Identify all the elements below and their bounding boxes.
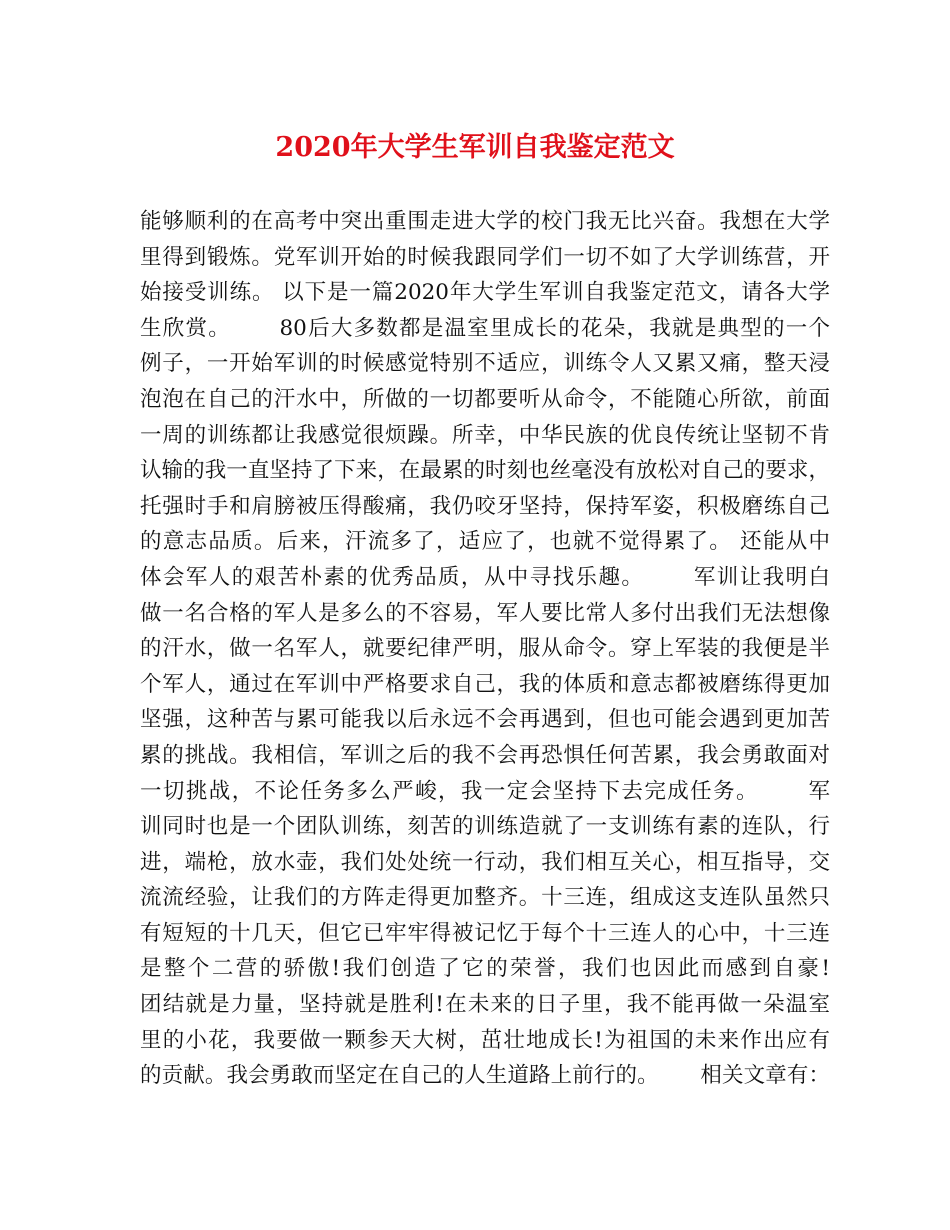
body-line: 有短短的十几天，但它已牢牢得被记忆于每个十三连人的心中，十三连	[140, 920, 830, 946]
body-line: 的贡献。我会勇敢而坚定在自己的人生道路上前行的。 相关文章有：	[140, 1063, 830, 1089]
body-line: 做一名合格的军人是多么的不容易，军人要比常人多付出我们无法想像	[140, 600, 830, 626]
body-line: 托强时手和肩膀被压得酸痛，我仍咬牙坚持，保持军姿，积极磨练自己	[140, 493, 830, 519]
document-title: 2020年大学生军训自我鉴定范文	[275, 132, 675, 163]
body-line: 个军人，通过在军训中严格要求自己，我的体质和意志都被磨练得更加	[140, 671, 830, 697]
body-line: 流流经验，让我们的方阵走得更加整齐。十三连，组成这支连队虽然只	[140, 885, 830, 911]
body-line: 一切挑战，不论任务多么严峻，我一定会坚持下去完成任务。 军	[140, 778, 830, 804]
body-line: 进，端枪，放水壶，我们处处统一行动，我们相互关心，相互指导，交	[140, 849, 830, 875]
body-line: 累的挑战。我相信，军训之后的我不会再恐惧任何苦累，我会勇敢面对	[140, 742, 830, 768]
body-line: 里得到锻炼。党军训开始的时候我跟同学们一切不如了大学训练营，开	[140, 244, 830, 270]
body-line: 坚强，这种苦与累可能我以后永远不会再遇到，但也可能会遇到更加苦	[140, 707, 830, 733]
body-line: 认输的我一直坚持了下来，在最累的时刻也丝毫没有放松对自己的要求，	[140, 458, 830, 484]
body-line: 体会军人的艰苦朴素的优秀品质，从中寻找乐趣。 军训让我明白	[140, 564, 830, 590]
document-body	[140, 204, 830, 1094]
body-line: 始接受训练。 以下是一篇2020年大学生军训自我鉴定范文，请各大学	[140, 280, 830, 306]
body-line: 里的小花，我要做一颗参天大树，茁壮地成长!为祖国的未来作出应有	[140, 1027, 830, 1053]
body-line: 团结就是力量，坚持就是胜利!在未来的日子里，我不能再做一朵温室	[140, 992, 830, 1018]
body-line: 的意志品质。后来，汗流多了，适应了，也就不觉得累了。 还能从中	[140, 529, 830, 555]
body-line: 一周的训练都让我感觉很烦躁。所幸，中华民族的优良传统让坚韧不肯	[140, 422, 830, 448]
body-line: 是整个二营的骄傲!我们创造了它的荣誉，我们也因此而感到自豪!	[140, 956, 830, 982]
body-line: 生欣赏。 80后大多数都是温室里成长的花朵，我就是典型的一个	[140, 315, 830, 341]
body-line: 泡泡在自己的汗水中，所做的一切都要听从命令，不能随心所欲，前面	[140, 386, 830, 412]
body-line: 训同时也是一个团队训练，刻苦的训练造就了一支训练有素的连队，行	[140, 814, 830, 840]
body-line: 例子，一开始军训的时候感觉特别不适应，训练令人又累又痛，整天浸	[140, 351, 830, 377]
body-line: 能够顺利的在高考中突出重围走进大学的校门我无比兴奋。我想在大学	[140, 209, 830, 234]
body-line: 的汗水，做一名军人，就要纪律严明，服从命令。穿上军装的我便是半	[140, 636, 830, 662]
